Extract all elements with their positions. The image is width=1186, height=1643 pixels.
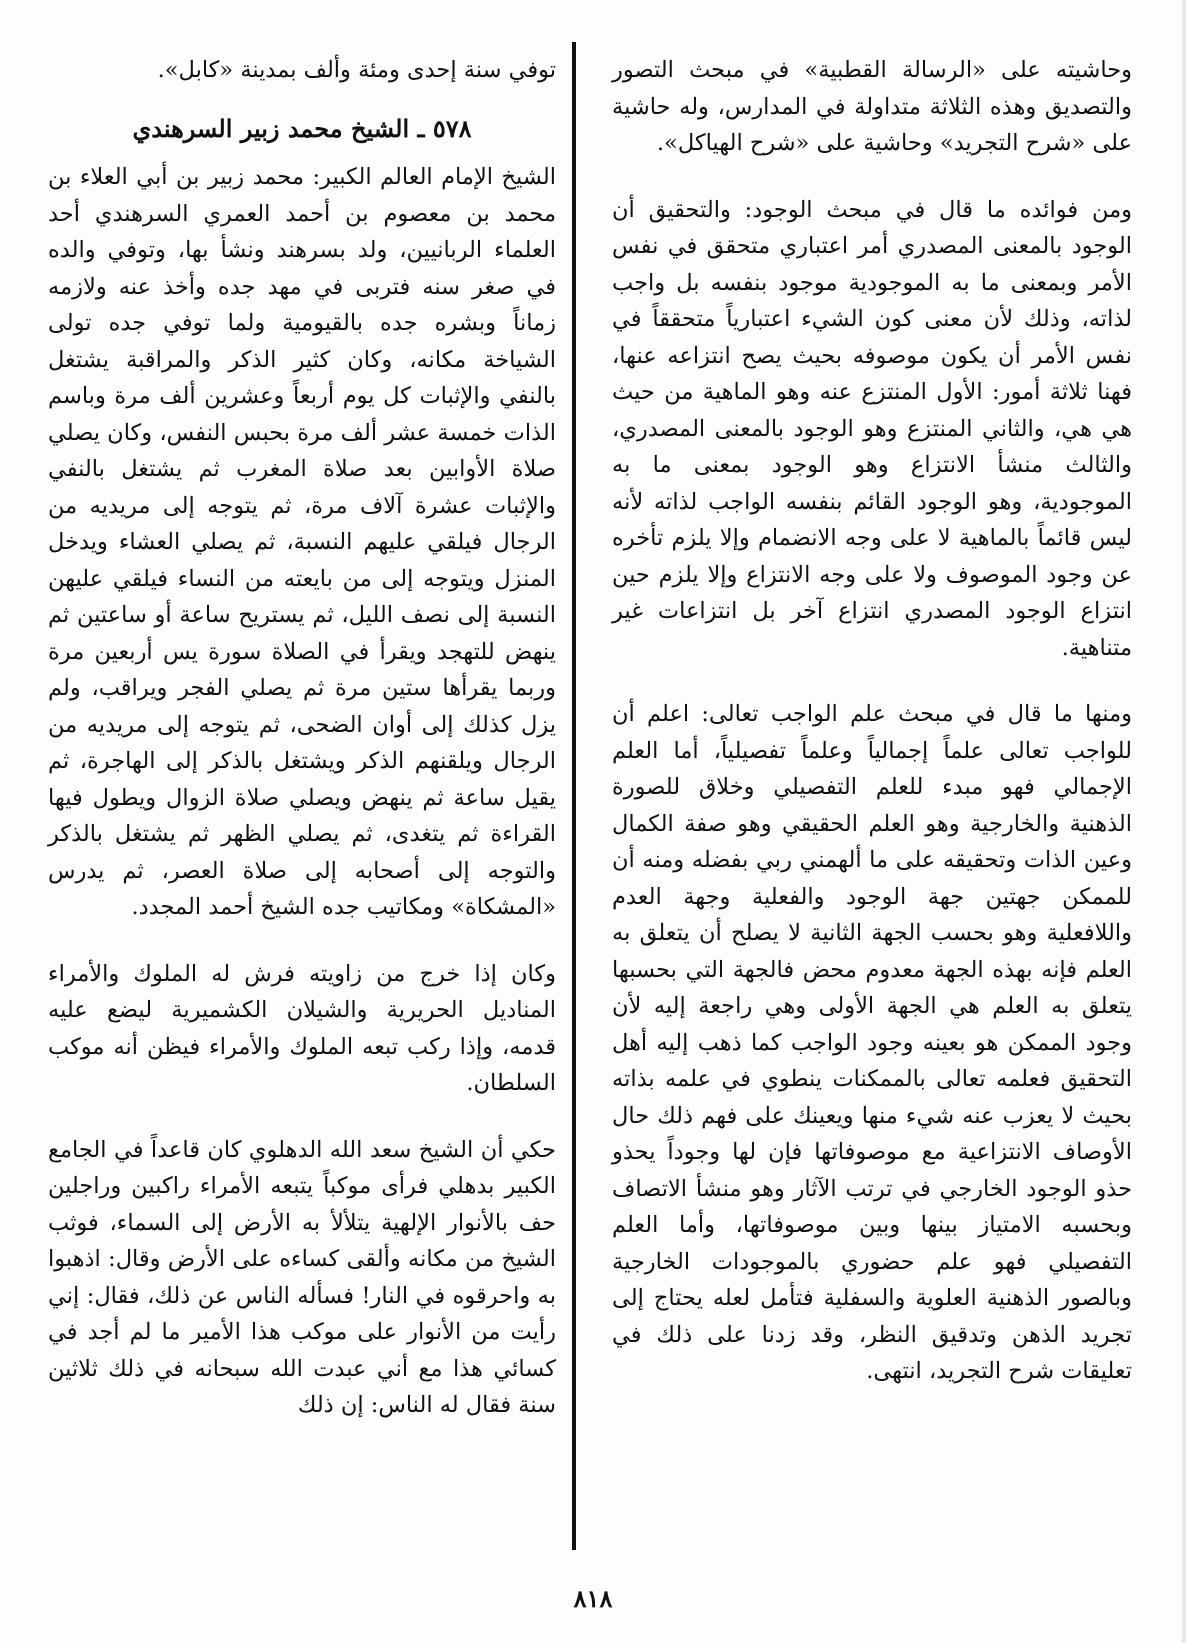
section-heading: ٥٧٨ ـ الشيخ محمد زبير السرهندي bbox=[132, 113, 472, 143]
right-column bbox=[612, 52, 1132, 1390]
paragraph: ومن فوائده ما قال في مبحث الوجود: والتحقيق أن الوجود بالمعنى المصدري أمر اعتباري متحقق في نفس الأمر وبمعنى ما به الموجودية موجود بنفسه بل واجب لذاته، وذلك لأن معنى كون الشيء اعتبارياً متحققاً في نفس الأمر أن يكون موصوفه بحيث يصح انتزاعه عنها، فهنا ثلاثة أمور: الأول المنتزع عنه وهو الماهية من حيث هي هي، والثاني المنتزع وهو الوجود بالمعنى المصدري، والثالث منشأ الانتزاع وهو الوجود بمعنى ما به الموجودية، وهو الوجود القائم بنفسه الواجب لذاته لأنه ليس قائماً بالماهية لا على وجه الانضمام وإلا يلزم تأخره عن وجود الموصوف ولا على وجه الانتزاع وإلا يلزم حين انتزاع الوجود المصدري انتزاع آخر بل انتزاعات غير متناهية. bbox=[612, 196, 1132, 661]
paragraph: حكي أن الشيخ سعد الله الدهلوي كان قاعداً في الجامع الكبير بدهلي فرأى موكباً يتبعه الأمراء راكبين وراجلين حف بالأنوار الإلهية يتلألأ به الأرض إلى السماء، فوثب الشيخ من مكانه وألقى كساءه على الأرض وقال: اذهبوا به واحرقوه في النار! فسأله الناس عن ذلك، فقال: إني رأيت من الأنوار على موكب هذا الأمير ما لم أجد في كسائي هذا مع أني عبدت الله سبحانه في ذلك ثلاثين سنة فقال له الناس: إن ذلك bbox=[48, 1136, 556, 1418]
page-edge bbox=[1182, 0, 1186, 1643]
left-column bbox=[48, 52, 556, 1424]
paragraph: توفي سنة إحدى ومئة وألف بمدينة «كابل». bbox=[157, 57, 556, 83]
paragraph: ومنها ما قال في مبحث علم الواجب تعالى: اعلم أن للواجب تعالى علماً إجمالياً وعلماً تفصيلياً، أما العلم الإجمالي فهو مبدء للعلم التفصيلي وخلاق للصورة الذهنية والخارجية وهو العلم الحقيقي وهو صفة الكمال وعين الذات وتحقيقه على ما ألهمني ربي بفضله ومنه أن للممكن جهتين جهة الوجود والفعلية وجهة العدم واللافعلية وهو بحسب الجهة الثانية لا يصلح أن يتعلق به العلم فإنه بهذه الجهة معدوم محض فالجهة التي بحسبها يتعلق به العلم هي الجهة الأولى وهي راجعة إليه لأن وجود الممكن هو بعينه وجود الواجب كما ذهب إليه أهل التحقيق فعلمه تعالى بالممكنات ينطوي في علمه بذاته بحيث لا يعزب عنه شيء منها ويعينك على فهم ذلك حال الأوصاف الانتزاعية مع موصوفاتها فإن لها وجوداً يحذو حذو الوجود الخارجي في ترتب الآثار وهو منشأ الاتصاف وبحسبه الامتياز بينها وبين موصوفاتها، وأما العلم التفصيلي فهو علم حضوري بالموجودات الخارجية وبالصور الذهنية العلوية والسفلية فتأمل لعله يحتاج إلى تجريد الذهن وتدقيق النظر، وقد زدنا على ذلك في تعليقات شرح التجريد، انتهى. bbox=[612, 701, 1132, 1384]
column-divider bbox=[572, 42, 576, 1550]
page-number: ٨١٨ bbox=[573, 1584, 613, 1613]
paragraph: وحاشيته على «الرسالة القطبية» في مبحث التصور والتصديق وهذه الثلاثة متداولة في المدارس، وله حاشية على «شرح التجريد» وحاشية على «شرح الهياكل». bbox=[612, 57, 1132, 156]
paragraph: وكان إذا خرج من زاويته فرش له الملوك والأمراء المناديل الحريرية والشيلان الكشميرية ليضع عليه قدمه، وإذا ركب تبعه الملوك والأمراء فيظن أنه موكب السلطان. bbox=[48, 960, 556, 1096]
paragraph: الشيخ الإمام العالم الكبير: محمد زبير بن أبي العلاء بن محمد بن معصوم بن أحمد العمري السرهندي أحد العلماء الربانيين، ولد بسرهند ونشأ بها، وتوفي والده في صغر سنه فتربى في مهد جده وأخذ عنه ولازمه زماناً وبشره جده بالقيومية ولما توفي جده تولى الشياخة مكانه، وكان كثير الذكر والمراقبة يشتغل بالنفي والإثبات كل يوم أربعاً وعشرين ألف مرة وباسم الذات خمسة عشر ألف مرة بحبس النفس، وكان يصلي صلاة الأوابين بعد صلاة المغرب ثم يشتغل بالنفي والإثبات عشرة آلاف مرة، ثم يتوجه إلى مريديه من الرجال فيلقي عليهم النسبة، ثم يصلي العشاء ويدخل المنزل ويتوجه إلى من بايعته من النساء فيلقي عليهن النسبة إلى نصف الليل، ثم يستريح ساعة أو ساعتين ثم ينهض للتهجد ويقرأ في الصلاة سورة يس أربعين مرة وربما يقرأها ستين مرة ثم يصلي الفجر ويراقب، ولم يزل كذلك إلى أوان الضحى، ثم يتوجه إلى مريديه من الرجال ويلقنهم الذكر ويشتغل بالذكر إلى الهاجرة، ثم يقيل ساعة ثم ينهض ويصلي صلاة الزوال ويطول فيها القراءة ثم يتغدى، ثم يصلي الظهر ثم يشتغل بالذكر والتوجه إلى أصحابه إلى صلاة العصر، ثم يدرس «المشكاة» ومكاتيب جده الشيخ أحمد المجدد. bbox=[48, 164, 556, 920]
